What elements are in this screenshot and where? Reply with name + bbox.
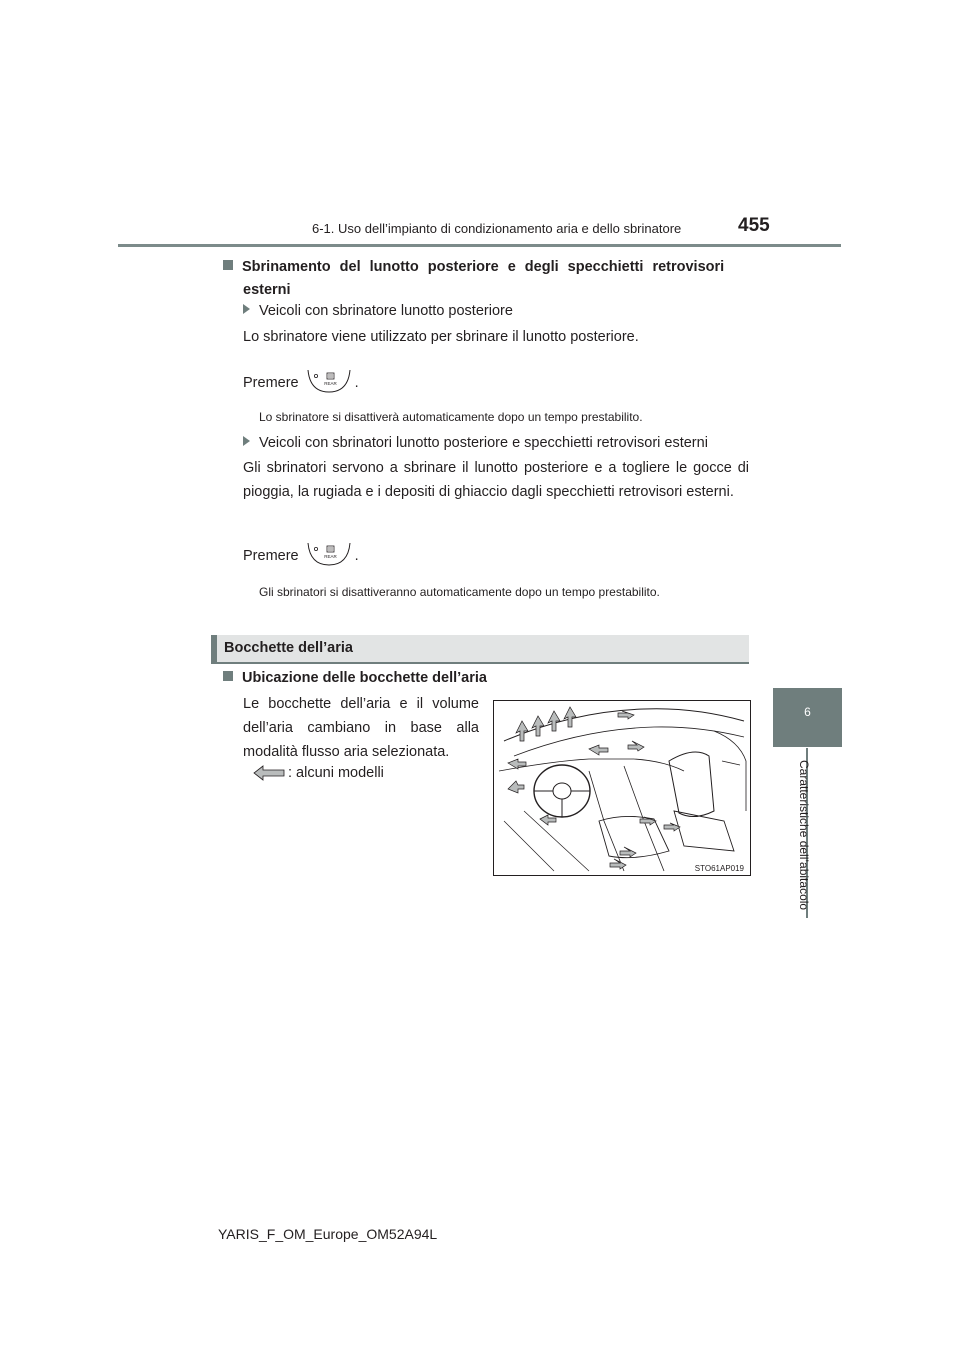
triangle-bullet-icon bbox=[243, 436, 250, 446]
legend-text: : alcuni modelli bbox=[288, 765, 384, 781]
button-label: REAR bbox=[323, 554, 337, 559]
button-label: REAR bbox=[323, 381, 337, 386]
rear-defogger-button-icon bbox=[306, 541, 352, 571]
subsection-title: Veicoli con sbrinatori lunotto posteriore e specchietti retrovisori esterni bbox=[259, 435, 708, 451]
figure-code: STO61AP019 bbox=[694, 864, 744, 873]
press-period: . bbox=[354, 547, 359, 564]
heading-line-2: esterni bbox=[243, 282, 291, 298]
note-rear-window-mirrors: Gli sbrinatori si disattiveranno automaticamente dopo un tempo prestabilito. bbox=[259, 585, 660, 599]
heading-text: Ubicazione delle bocchette dell’aria bbox=[242, 670, 487, 686]
triangle-bullet-icon bbox=[243, 304, 250, 314]
running-header-title: 6-1. Uso dell’impianto di condizionamento aria e dello sbrinatore bbox=[312, 221, 682, 236]
heading-line-1: Sbrinamento del lunotto posteriore e degli specchietti retrovisori bbox=[242, 259, 725, 275]
press-instruction-1 bbox=[243, 368, 359, 398]
arrow-left-gray-icon bbox=[253, 764, 285, 787]
note-rear-window: Lo sbrinatore si disattiverà automaticamente dopo un tempo prestabilito. bbox=[259, 410, 643, 424]
section-bar-accent bbox=[211, 635, 217, 662]
press-period: . bbox=[354, 374, 359, 391]
section-title: Bocchette dell’aria bbox=[224, 640, 353, 656]
air-vents-illustration bbox=[493, 700, 751, 876]
chapter-label: Caratteristiche dell’abitacolo bbox=[797, 760, 811, 911]
press-label: Premere bbox=[243, 374, 299, 391]
paragraph-rear-window: Lo sbrinatore viene utilizzato per sbrinare il lunotto posteriore. bbox=[243, 329, 639, 345]
chapter-number: 6 bbox=[804, 705, 811, 719]
page-number: 455 bbox=[738, 215, 770, 236]
header-rule bbox=[118, 244, 841, 247]
square-bullet-icon bbox=[223, 671, 233, 681]
section-bar-underline bbox=[211, 662, 749, 664]
rear-defogger-button-icon bbox=[306, 368, 352, 398]
paragraph-rear-window-mirrors: Gli sbrinatori servono a sbrinare il lunotto posteriore e a togliere le gocce di pioggia, la rugiada e i depositi di ghiaccio dagli specchietti retrovisori esterni. bbox=[243, 460, 749, 500]
subsection-rear-window-mirrors bbox=[243, 432, 708, 455]
document-code: YARIS_F_OM_Europe_OM52A94L bbox=[218, 1226, 438, 1242]
subsection-title: Veicoli con sbrinatore lunotto posteriore bbox=[259, 303, 513, 319]
press-label: Premere bbox=[243, 547, 299, 564]
press-instruction-2 bbox=[243, 541, 359, 571]
subsection-rear-window bbox=[243, 300, 513, 323]
section-heading-vents bbox=[223, 667, 748, 690]
paragraph-vents: Le bocchette dell’aria e il volume dell’aria cambiano in base alla modalità flusso aria selezionata. bbox=[243, 696, 479, 760]
section-heading-defrost bbox=[223, 256, 748, 302]
square-bullet-icon bbox=[223, 260, 233, 270]
section-title-bar bbox=[211, 635, 749, 662]
